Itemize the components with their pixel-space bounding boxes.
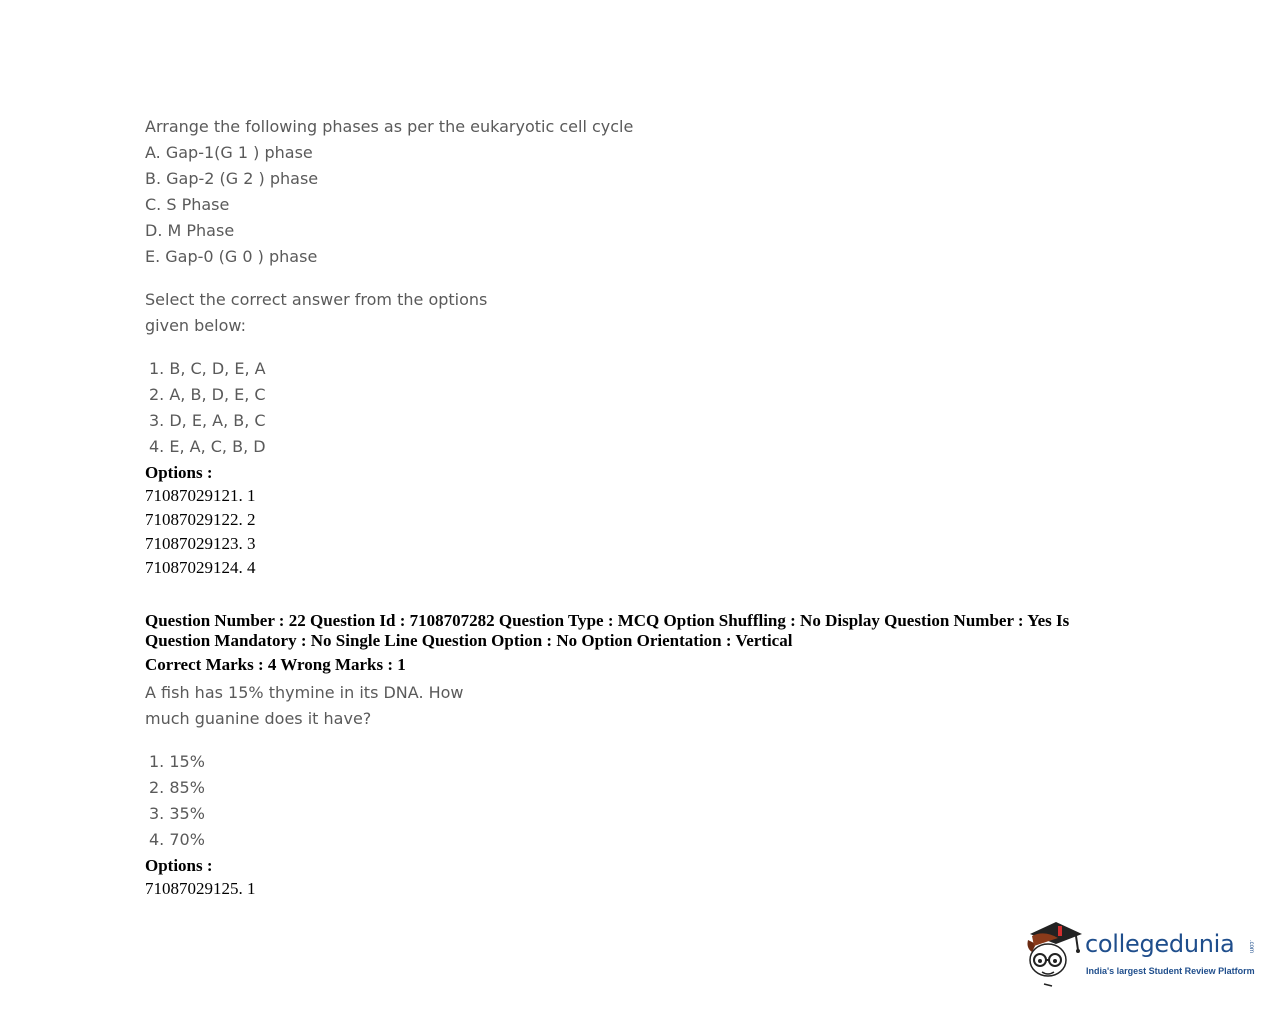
answer-choices — [145, 356, 266, 460]
phase-item: B. Gap-2 (G 2 ) phase — [145, 169, 319, 188]
answer-choices — [145, 749, 205, 853]
answer-choice: 4. E, A, C, B, D — [149, 437, 266, 456]
option-ids — [145, 877, 256, 901]
logo-wordmark: collegedunia — [1085, 930, 1235, 958]
question-text: Arrange the following phases as per the eukaryotic cell cycle — [145, 117, 634, 136]
options-label: Options : — [145, 856, 213, 875]
option-id: 71087029124. 4 — [145, 558, 256, 577]
option-id: 71087029122. 2 — [145, 510, 256, 529]
phase-item: E. Gap-0 (G 0 ) phase — [145, 247, 318, 266]
question-stem — [145, 680, 464, 732]
logo-tagline: India's largest Student Review Platform — [1086, 966, 1255, 976]
question-text: A fish has 15% thymine in its DNA. How — [145, 683, 464, 702]
instruction-line: Select the correct answer from the options — [145, 290, 488, 309]
question-metadata — [145, 611, 1105, 651]
option-ids — [145, 484, 256, 580]
question-text: much guanine does it have? — [145, 709, 372, 728]
phase-item: A. Gap-1(G 1 ) phase — [145, 143, 313, 162]
metadata-line: Question Mandatory : No Single Line Question Option : No Option Orientation : Vertical — [145, 631, 793, 650]
answer-choice: 3. D, E, A, B, C — [149, 411, 266, 430]
instruction-line: given below: — [145, 316, 246, 335]
option-id: 71087029121. 1 — [145, 486, 256, 505]
phase-item: D. M Phase — [145, 221, 235, 240]
logo-com: .com — [1248, 940, 1254, 954]
mascot-icon — [1022, 914, 1084, 990]
answer-choice: 4. 70% — [149, 830, 205, 849]
option-id: 71087029123. 3 — [145, 534, 256, 553]
answer-choice: 1. B, C, D, E, A — [149, 359, 266, 378]
options-label: Options : — [145, 463, 213, 482]
instruction-text — [145, 287, 487, 339]
answer-choice: 3. 35% — [149, 804, 205, 823]
marks-info: Correct Marks : 4 Wrong Marks : 1 — [145, 655, 406, 674]
question-stem — [145, 114, 633, 270]
answer-choice: 1. 15% — [149, 752, 205, 771]
phase-item: C. S Phase — [145, 195, 230, 214]
answer-choice: 2. A, B, D, E, C — [149, 385, 266, 404]
collegedunia-logo — [1022, 914, 1262, 990]
answer-choice: 2. 85% — [149, 778, 205, 797]
option-id: 71087029125. 1 — [145, 879, 256, 898]
metadata-line: Question Number : 22 Question Id : 7108707282 Question Type : MCQ Option Shuffling : No Display Question Number : Yes Is — [145, 611, 1070, 630]
